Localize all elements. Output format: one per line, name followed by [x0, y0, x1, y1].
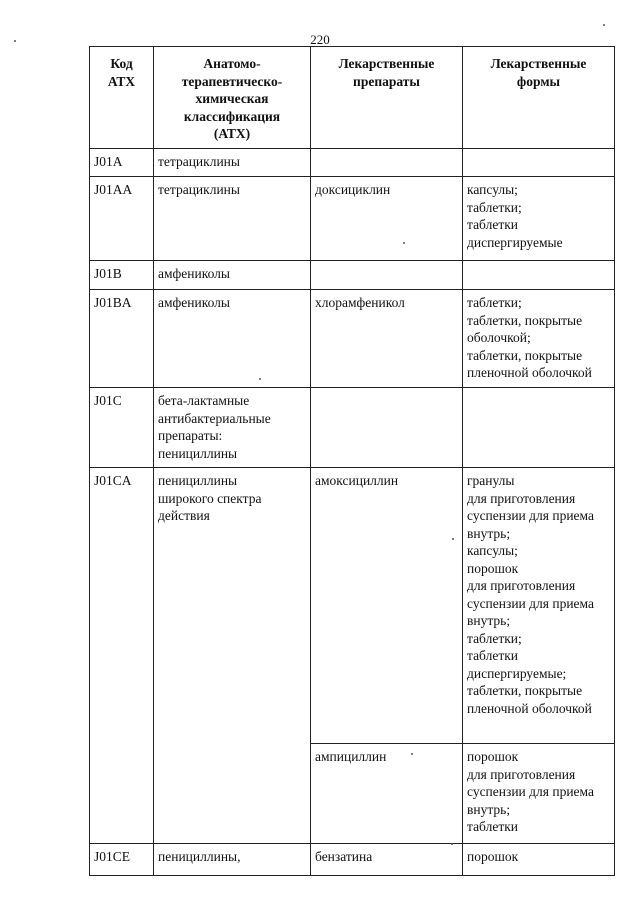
atx-code: J01BA [90, 290, 154, 388]
group-line: амфениколы [158, 266, 230, 281]
form-line: для приготовления [467, 766, 576, 782]
form-line: суспензии для приема [467, 508, 594, 523]
scan-speck [411, 753, 413, 755]
atx-code: J01B [90, 261, 154, 290]
scan-speck [603, 24, 605, 26]
atx-code: J01C [90, 388, 154, 468]
drug-line: хлорамфеникол [315, 295, 405, 310]
form-line: порошок [467, 849, 519, 864]
form-line: внутрь; [467, 525, 511, 541]
form-line: диспергируемые; [467, 665, 567, 681]
drug-line: ампициллин [315, 749, 387, 764]
header-line: Лекарственные [338, 56, 435, 71]
drug-name [311, 149, 463, 177]
table-header [90, 47, 615, 149]
group-line: пенициллины [158, 445, 238, 461]
form-line: пленочной оболочкой [467, 365, 592, 380]
header-classification [154, 47, 311, 149]
drug-forms [463, 844, 615, 876]
drug-forms [463, 744, 615, 844]
scan-speck [452, 538, 454, 540]
drug-name [311, 844, 463, 876]
scan-speck [451, 843, 453, 845]
form-line: капсулы; [467, 543, 518, 558]
form-line: внутрь; [467, 801, 511, 817]
drug-name [311, 388, 463, 468]
form-line: диспергируемые [467, 234, 563, 250]
form-line: оболочкой; [467, 330, 531, 345]
table-row [90, 290, 615, 388]
group-line: амфениколы [158, 295, 230, 310]
header-row [90, 47, 615, 149]
group-line: тетрациклины [158, 154, 240, 169]
atx-group [154, 149, 311, 177]
header-line: классификация [183, 108, 281, 124]
scan-speck [403, 242, 405, 244]
form-line: для приготовления [467, 578, 576, 593]
group-line: пенициллины [158, 473, 238, 488]
header-line: препараты [353, 73, 420, 89]
atx-group [154, 177, 311, 261]
drug-forms [463, 290, 615, 388]
atx-code: J01CA [90, 468, 154, 844]
drug-line: бензатина [315, 849, 373, 864]
atx-group [154, 290, 311, 388]
page-number: 220 [310, 32, 330, 47]
drug-name [311, 290, 463, 388]
drug-forms [463, 149, 615, 177]
group-line: тетрациклины [158, 182, 240, 197]
group-line: широкого спектра [158, 490, 262, 506]
header-line: (АТХ) [213, 126, 251, 141]
table-row [90, 388, 615, 468]
drug-forms [463, 177, 615, 261]
group-line: действия [158, 508, 210, 523]
atx-group [154, 388, 311, 468]
drug-name [311, 468, 463, 744]
atx-code: J01A [90, 149, 154, 177]
form-line: суспензии для приема [467, 784, 594, 799]
header-line: Код [110, 56, 133, 71]
atx-group [154, 844, 311, 876]
group-line: бета-лактамные [158, 393, 250, 408]
group-line: препараты: [158, 428, 223, 443]
form-line: таблетки [467, 648, 519, 663]
form-line: порошок [467, 749, 519, 764]
table-row [90, 468, 615, 744]
form-line: капсулы; [467, 182, 518, 197]
atx-group [154, 468, 311, 844]
table-row [90, 844, 615, 876]
header-code [90, 47, 154, 149]
form-line: суспензии для приема [467, 595, 594, 611]
header-line: Лекарственные [490, 56, 587, 71]
drug-line: доксициклин [315, 182, 391, 197]
table-row [90, 149, 615, 177]
scan-speck [14, 40, 16, 42]
scan-speck [259, 378, 261, 380]
drug-forms [463, 388, 615, 468]
header-line: Анатомо- [203, 56, 261, 71]
table-row [90, 177, 615, 261]
table-row [90, 261, 615, 290]
header-line: терапевтическо- [181, 73, 283, 89]
atx-table [89, 46, 615, 876]
form-line: таблетки, покрытые [467, 312, 583, 328]
group-line: пенициллины, [158, 849, 241, 864]
header-line: АТХ [107, 73, 136, 89]
form-line: таблетки [467, 819, 519, 834]
drug-name [311, 261, 463, 290]
atx-group [154, 261, 311, 290]
drug-forms [463, 468, 615, 744]
header-line: формы [516, 73, 561, 89]
drug-name [311, 177, 463, 261]
header-line: химическая [195, 91, 269, 106]
form-line: таблетки, покрытые [467, 683, 583, 698]
table-body [90, 149, 615, 876]
header-drugs [311, 47, 463, 149]
form-line: внутрь; [467, 613, 511, 628]
form-line: для приготовления [467, 490, 576, 506]
form-line: гранулы [467, 473, 515, 488]
header-forms [463, 47, 615, 149]
drug-name [311, 744, 463, 844]
drug-forms [463, 261, 615, 290]
form-line: таблетки, покрытые [467, 347, 583, 363]
atx-code: J01AA [90, 177, 154, 261]
form-line: таблетки; [467, 295, 522, 310]
form-line: таблетки; [467, 630, 522, 646]
form-line: порошок [467, 560, 519, 576]
form-line: пленочной оболочкой [467, 700, 592, 716]
form-line: таблетки [467, 217, 519, 232]
atx-code: J01CE [90, 844, 154, 876]
group-line: антибактериальные [158, 410, 271, 426]
drug-line: амоксициллин [315, 473, 399, 488]
form-line: таблетки; [467, 199, 522, 215]
